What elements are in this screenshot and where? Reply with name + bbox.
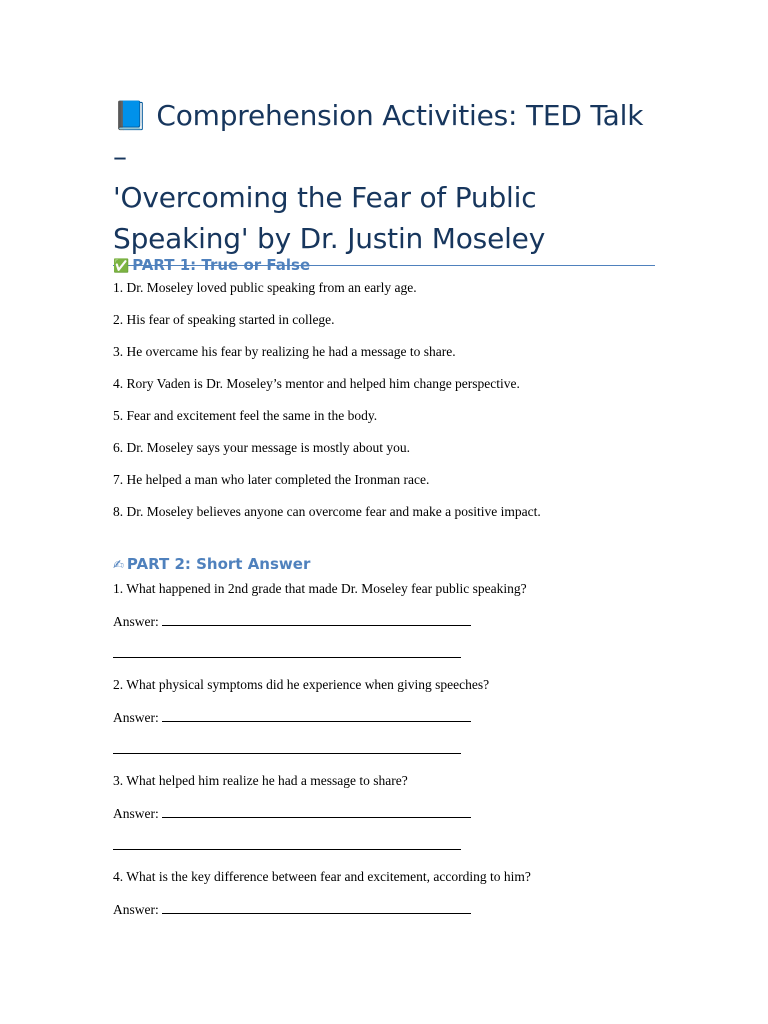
writing-hand-icon: ✍ <box>113 558 124 573</box>
question-4: 4. What is the key difference between fear and excitement, according to him? <box>113 869 531 884</box>
answer-row-1 <box>113 613 471 630</box>
check-icon: ✅ <box>113 259 130 274</box>
worksheet-page <box>113 0 658 917</box>
answer-row-3 <box>113 805 471 822</box>
question-2: 2. What physical symptoms did he experience when giving speeches? <box>113 677 490 692</box>
part2-heading-text: PART 2: Short Answer <box>126 555 311 573</box>
part1-section <box>113 255 658 277</box>
tf-item-1: 1. Dr. Moseley loved public speaking from an early age. <box>113 280 417 295</box>
answer-blank-2[interactable] <box>162 709 471 722</box>
question-3: 3. What helped him realize he had a message to share? <box>113 773 408 788</box>
answer-blank-4[interactable] <box>162 901 471 914</box>
page-title <box>113 0 658 259</box>
tf-item-7: 7. He helped a man who later completed the Ironman race. <box>113 472 430 487</box>
tf-item-2: 2. His fear of speaking started in college. <box>113 312 335 327</box>
tf-item-6: 6. Dr. Moseley says your message is mostly about you. <box>113 440 410 455</box>
book-icon: 📘 <box>113 99 148 132</box>
answer-label: Answer: <box>113 614 159 629</box>
answer-label: Answer: <box>113 902 159 917</box>
tf-item-4: 4. Rory Vaden is Dr. Moseley’s mentor and helped him change perspective. <box>113 376 520 391</box>
answer-extra-line-2[interactable] <box>113 753 461 754</box>
tf-item-8: 8. Dr. Moseley believes anyone can overcome fear and make a positive impact. <box>113 504 541 519</box>
answer-blank-1[interactable] <box>162 613 471 626</box>
tf-item-5: 5. Fear and excitement feel the same in the body. <box>113 408 378 423</box>
answer-label: Answer: <box>113 806 159 821</box>
question-1: 1. What happened in 2nd grade that made Dr. Moseley fear public speaking? <box>113 581 527 596</box>
title-line-1: Comprehension Activities: TED Talk – <box>113 99 644 173</box>
answer-blank-3[interactable] <box>162 805 471 818</box>
title-line-2: 'Overcoming the Fear of Public <box>113 181 537 214</box>
title-line-3: Speaking' by Dr. Justin Moseley <box>113 222 546 255</box>
part2-heading <box>113 554 658 576</box>
answer-extra-line-3[interactable] <box>113 849 461 850</box>
answer-extra-line-1[interactable] <box>113 657 461 658</box>
part2-section <box>113 554 658 576</box>
part1-heading <box>113 255 658 277</box>
answer-row-2 <box>113 709 471 726</box>
part1-heading-text: PART 1: True or False <box>132 256 311 274</box>
answer-row-4 <box>113 901 471 918</box>
answer-label: Answer: <box>113 710 159 725</box>
tf-item-3: 3. He overcame his fear by realizing he had a message to share. <box>113 344 456 359</box>
